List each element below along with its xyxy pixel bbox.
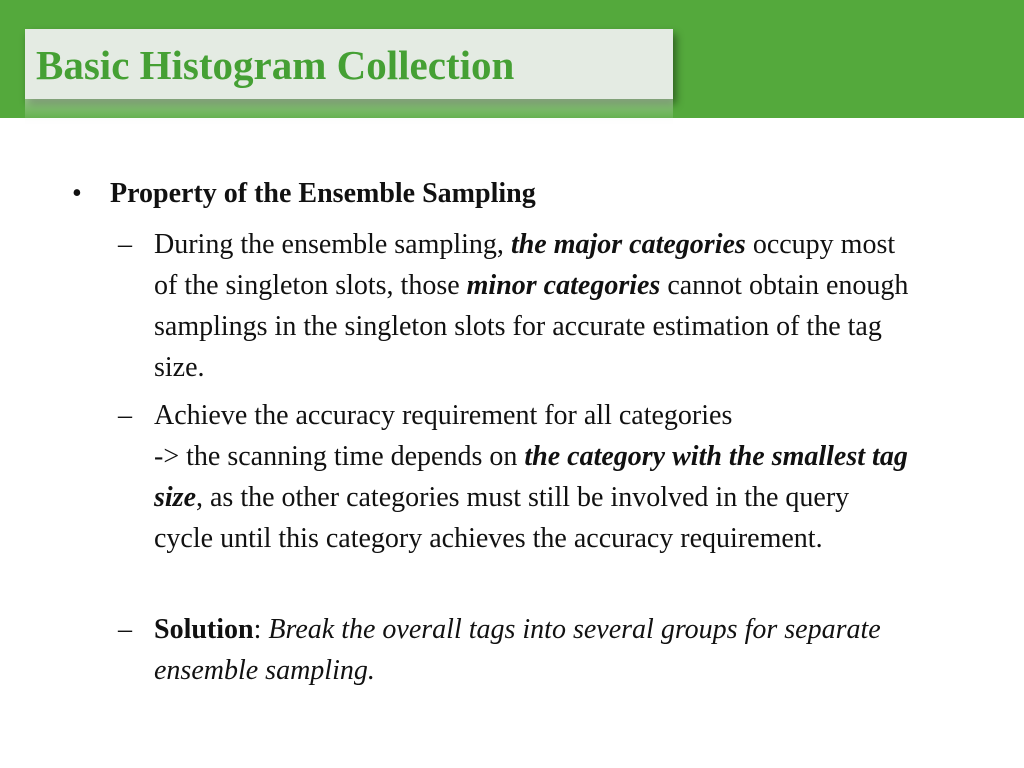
emphasis-smallest-category: the category with the smallest tag size: [154, 441, 908, 513]
dash-icon: –: [118, 229, 132, 260]
emphasis-minor-categories: minor categories: [466, 270, 661, 301]
text-run: :: [253, 614, 269, 645]
text-run: Achieve the accuracy requirement for all categories: [154, 400, 733, 431]
sub-point-2-text: [154, 395, 910, 559]
sub-point-1-text: [154, 224, 910, 388]
solution-text: Break the overall tags into several groups for separate ensemble sampling.: [154, 614, 881, 686]
text-run: , as the other categories must still be involved in the query cycle until this category achieves the accuracy requirement.: [154, 482, 850, 554]
text-run: During the ensemble sampling,: [154, 229, 511, 260]
level1-heading: Property of the Ensemble Sampling: [110, 178, 536, 209]
text-run: occupy most of the singleton slots, those: [154, 229, 896, 301]
solution-label: Solution: [154, 614, 254, 645]
text-run: cannot obtain enough samplings in the singleton slots for accurate estimation of the tag size.: [154, 270, 909, 383]
bullet-icon: •: [72, 178, 82, 209]
slide-title: Basic Histogram Collection: [36, 42, 515, 88]
dash-icon: –: [118, 400, 132, 431]
dash-icon: –: [118, 614, 132, 645]
text-run: -> the scanning time depends on: [154, 441, 525, 472]
emphasis-major-categories: the major categories: [510, 229, 746, 260]
sub-point-3-text: [154, 609, 910, 691]
